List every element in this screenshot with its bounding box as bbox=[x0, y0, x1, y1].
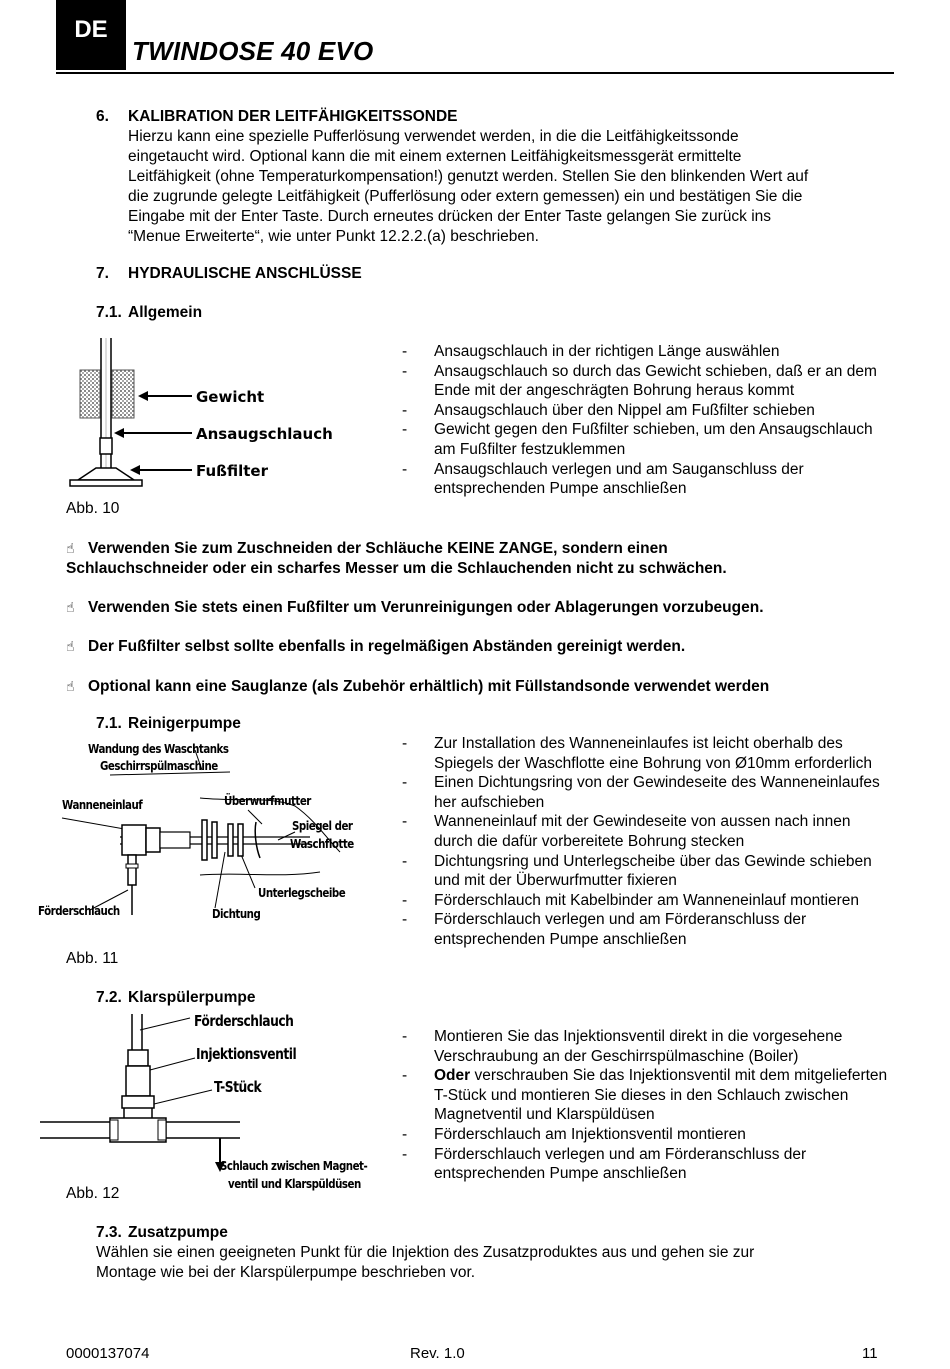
list-item: - Dichtungsring und Unterlegscheibe über das Gewinde schieben und mit der Überwurfmutter fixieren bbox=[402, 852, 872, 890]
pointing-hand-icon: ☝ bbox=[66, 599, 75, 615]
fig11-label-waschflotte: Waschflotte bbox=[290, 836, 354, 851]
fig12-label-injektionsventil: Injektionsventil bbox=[196, 1045, 297, 1063]
fig11-label-geschirrspuelmaschine: Geschirrspülmaschine bbox=[100, 758, 218, 773]
footer-document-number: 0000137074 bbox=[66, 1345, 150, 1362]
fig11-label-foerderschlauch: Förderschlauch bbox=[38, 903, 120, 918]
pointing-hand-icon: ☝ bbox=[66, 540, 75, 556]
section-6 bbox=[96, 107, 896, 247]
note-1: ☝ Verwenden Sie zum Zuschneiden der Schläuche KEINE ZANGE, sondern einen Schlauchschneider oder ein scharfes Messer um die Schlauchenden nicht zu schwächen. bbox=[66, 540, 727, 577]
figure-10-caption: Abb. 10 bbox=[66, 500, 120, 517]
section-7-1-steps bbox=[402, 342, 892, 499]
list-item: - Förderschlauch verlegen und am Förderanschluss der entsprechenden Pumpe anschließen bbox=[402, 1145, 807, 1183]
list-item: - Wanneneinlauf mit der Gewindeseite von aussen nach innen durch die dafür vorbereitete Bohrung stecken bbox=[402, 813, 851, 850]
pointing-hand-icon: ☝ bbox=[66, 678, 75, 694]
language-code: DE bbox=[74, 16, 108, 43]
list-item: - Montieren Sie das Injektionsventil direkt in die vorgesehene Verschraubung an der Geschirrspülmaschine (Boiler) bbox=[402, 1028, 843, 1065]
note-3: ☝ Der Fußfilter selbst sollte ebenfalls in regelmäßigen Abständen gereinigt werden. bbox=[66, 638, 686, 655]
list-item: - Ansaugschlauch in der richtigen Länge auswählen bbox=[402, 343, 780, 360]
document-title: TWINDOSE 40 EVO bbox=[132, 36, 374, 66]
fig11-label-unterlegscheibe: Unterlegscheibe bbox=[258, 885, 346, 900]
fig12-label-foerderschlauch: Förderschlauch bbox=[194, 1012, 294, 1030]
list-item: - Förderschlauch verlegen und am Förderanschluss der entsprechenden Pumpe anschließen bbox=[402, 911, 807, 948]
fig12-label-schlauch-2: ventil und Klarspüldüsen bbox=[228, 1176, 361, 1191]
figure-11-caption: Abb. 11 bbox=[66, 950, 119, 967]
reinigerpumpe-steps bbox=[402, 734, 892, 950]
note-4: ☝ Optional kann eine Sauglanze (als Zubehör erhältlich) mit Füllstandsonde verwendet werden bbox=[66, 678, 770, 695]
footer-revision: Rev. 1.0 bbox=[410, 1345, 465, 1362]
list-item: - Ansaugschlauch verlegen und am Sauganschluss der entsprechenden Pumpe anschließen bbox=[402, 460, 804, 498]
fig10-label-ansaugschlauch: Ansaugschlauch bbox=[196, 425, 333, 443]
fig10-label-fussfilter: Fußfilter bbox=[196, 462, 268, 480]
section-7-3-heading: 7.3. Zusatzpumpe bbox=[96, 1224, 228, 1241]
section-7-3: 7.3. Zusatzpumpe Wählen sie einen geeigneten Punkt für die Injektion des Zusatzproduktes aus und gehen sie zur Montage wie bei der Klarspülerpumpe beschrieben vor. bbox=[96, 1223, 896, 1283]
section-7-2-heading: 7.2. Klarspülerpumpe bbox=[96, 989, 256, 1006]
language-badge bbox=[56, 0, 126, 70]
section-reinigerpumpe-heading: 7.1. Reinigerpumpe bbox=[96, 715, 241, 732]
fig11-label-dichtung: Dichtung bbox=[212, 906, 261, 921]
klarspuelerpumpe-steps bbox=[402, 1027, 892, 1184]
fig11-label-ueberwurfmutter: Überwurfmutter bbox=[224, 793, 311, 808]
fig11-label-wandung: Wandung des Waschtanks bbox=[88, 741, 229, 756]
list-item: - Ansaugschlauch über den Nippel am Fußfilter schieben bbox=[402, 401, 815, 419]
list-item: - Förderschlauch am Injektionsventil montieren bbox=[402, 1125, 746, 1143]
footer-page-number: 11 bbox=[862, 1345, 878, 1362]
list-item: - Förderschlauch mit Kabelbinder am Wanneneinlauf montieren bbox=[402, 891, 860, 909]
section-6-heading: 6. KALIBRATION DER LEITFÄHIGKEITSSONDE bbox=[96, 108, 458, 125]
list-item: - Einen Dichtungsring von der Gewindeseite des Wanneneinlaufes her aufschieben bbox=[402, 774, 880, 811]
list-item: - Oder verschrauben Sie das Injektionsventil mit dem mitgelieferten T-Stück und montieren Sie dieses in den Schlauch zwischen Magnetventil und Klarspüldüsen bbox=[402, 1067, 888, 1124]
section-7-heading: 7. HYDRAULISCHE ANSCHLÜSSE bbox=[96, 265, 362, 282]
note-2: ☝ Verwenden Sie stets einen Fußfilter um Verunreinigungen oder Ablagerungen vorzubeugen. bbox=[66, 599, 764, 616]
figure-12-caption: Abb. 12 bbox=[66, 1185, 120, 1202]
fig12-label-schlauch-1: Schlauch zwischen Magnet- bbox=[220, 1158, 368, 1173]
section-7-1-heading: 7.1. Allgemein bbox=[96, 304, 203, 321]
fig11-label-spiegel: Spiegel der bbox=[292, 818, 353, 833]
fig11-label-wanneneinlauf: Wanneneinlauf bbox=[62, 797, 143, 812]
list-item: - Gewicht gegen den Fußfilter schieben, um den Ansaugschlauch am Fußfilter festzuklemmen bbox=[402, 421, 873, 458]
section-6-body: Hierzu kann eine spezielle Pufferlösung verwendet werden, in die die Leitfähigkeitssonde eingetaucht wird. Optional kann die mit einem externen Leitfähigkeitsmessgerät ermittelte Leitfähigkeit (ohne Temperaturkompensation!) genutzt werden. Stellen Sie den blinkenden Wert auf die zugrunde gelegte Leitfähigkeit (Pufferlösung oder extern gemessen) ein und bestätigen Sie die Eingabe mit der Enter Taste. Durch erneutes drücken der Enter Taste gelangen Sie zurück ins “Menue Erweiterte“, wie unter Punkt 12.2.2.(a) beschrieben. bbox=[128, 128, 809, 245]
list-item: - Zur Installation des Wanneneinlaufes ist leicht oberhalb des Spiegels der Waschflotte eine Bohrung von Ø10mm erforderlich bbox=[402, 735, 872, 772]
pointing-hand-icon: ☝ bbox=[66, 638, 75, 654]
fig10-label-gewicht: Gewicht bbox=[196, 388, 265, 406]
list-item: - Ansaugschlauch so durch das Gewicht schieben, daß er an dem Ende mit der angeschrägten Bohrung heraus kommt bbox=[402, 362, 877, 400]
fig12-label-t-stueck: T-Stück bbox=[214, 1078, 262, 1096]
header-divider bbox=[56, 72, 894, 74]
